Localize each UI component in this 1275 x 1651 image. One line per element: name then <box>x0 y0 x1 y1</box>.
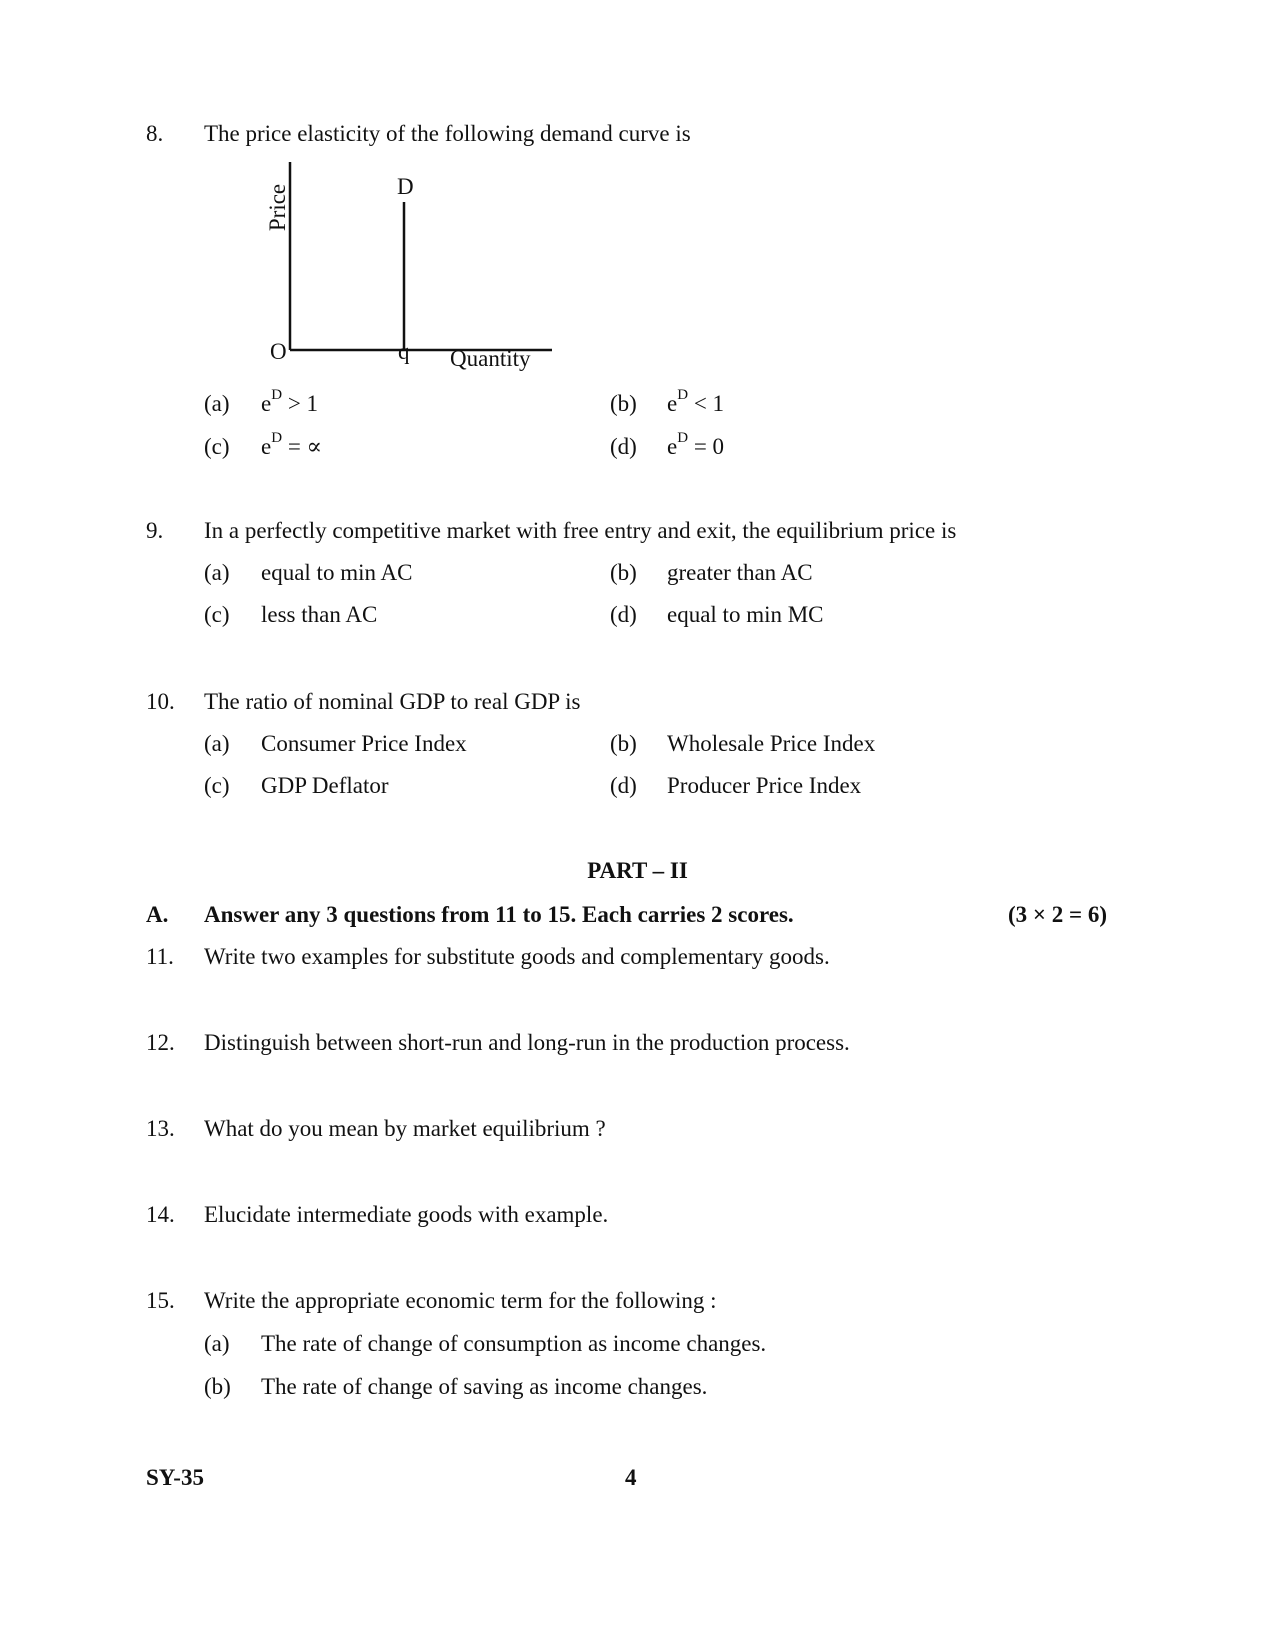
option-text: $e^D$ = ∝ <box>261 430 323 459</box>
q8-option-d[interactable] <box>610 430 725 459</box>
page-number: 4 <box>625 1465 637 1490</box>
option-label: (a) <box>204 731 230 756</box>
subpart-label: (a) <box>204 1331 230 1356</box>
q10-number: 10. <box>146 689 175 714</box>
quantity-axis-label: Quantity <box>450 346 531 371</box>
option-text: equal to min AC <box>261 560 413 585</box>
q11-text: Write two examples for substitute goods and complementary goods. <box>204 944 830 969</box>
q12-text: Distinguish between short-run and long-run in the production process. <box>204 1030 850 1055</box>
q9-option-b[interactable] <box>610 560 813 585</box>
option-label: (d) <box>610 434 637 459</box>
option-label: (c) <box>204 602 230 627</box>
q8-text: The price elasticity of the following demand curve is <box>204 121 691 146</box>
option-text: less than AC <box>261 602 378 627</box>
option-text: $e^D < 1$ <box>667 387 725 416</box>
q9-option-c[interactable] <box>204 602 378 627</box>
option-text: $e^D > 1$ <box>261 387 319 416</box>
section-instruction: Answer any 3 questions from 11 to 15. Each carries 2 scores. <box>204 902 794 927</box>
option-text: equal to min MC <box>667 602 824 627</box>
q15-text: Write the appropriate economic term for the following : <box>204 1288 717 1313</box>
option-label: (c) <box>204 434 230 459</box>
option-text: greater than AC <box>667 560 813 585</box>
q15-number: 15. <box>146 1288 175 1313</box>
subpart-label: (b) <box>204 1374 231 1399</box>
q10-option-c[interactable] <box>204 773 389 798</box>
q13-text: What do you mean by market equilibrium ? <box>204 1116 606 1141</box>
q11-number: 11. <box>146 944 174 969</box>
option-text: Consumer Price Index <box>261 731 467 756</box>
q15-subpart-a <box>204 1331 767 1356</box>
demand-label: D <box>397 174 414 199</box>
q10-option-b[interactable] <box>610 731 876 756</box>
option-label: (a) <box>204 391 230 416</box>
q9-option-a[interactable] <box>204 560 413 585</box>
q10-option-a[interactable] <box>204 731 467 756</box>
section-label: A. <box>146 902 169 927</box>
q9-text: In a perfectly competitive market with free entry and exit, the equilibrium price is <box>204 518 957 543</box>
option-text: GDP Deflator <box>261 773 389 798</box>
option-label: (b) <box>610 391 637 416</box>
q8-option-a[interactable] <box>204 387 319 416</box>
option-text: Wholesale Price Index <box>667 731 876 756</box>
option-label: (b) <box>610 731 637 756</box>
q10-text: The ratio of nominal GDP to real GDP is <box>204 689 581 714</box>
q9-option-d[interactable] <box>610 602 824 627</box>
option-label: (d) <box>610 602 637 627</box>
q13-number: 13. <box>146 1116 175 1141</box>
price-axis-label: Price <box>265 183 291 232</box>
option-label: (d) <box>610 773 637 798</box>
option-text: Producer Price Index <box>667 773 862 798</box>
option-label: (a) <box>204 560 230 585</box>
q8-option-c[interactable] <box>204 430 323 459</box>
subpart-text: The rate of change of consumption as income changes. <box>261 1331 767 1356</box>
q14-number: 14. <box>146 1202 175 1227</box>
q9-number: 9. <box>146 518 164 543</box>
q10-option-d[interactable] <box>610 773 862 798</box>
origin-label: O <box>270 339 287 364</box>
q14-text: Elucidate intermediate goods with example. <box>204 1202 609 1227</box>
q12-number: 12. <box>146 1030 175 1055</box>
q15-subpart-b <box>204 1374 708 1399</box>
subpart-text: The rate of change of saving as income changes. <box>261 1374 708 1399</box>
option-text: $e^D = 0$ <box>667 430 725 459</box>
option-label: (b) <box>610 560 637 585</box>
part-heading: PART – II <box>587 858 688 883</box>
demand-curve-graph <box>262 160 562 390</box>
q8-option-b[interactable] <box>610 387 725 416</box>
paper-code: SY-35 <box>146 1465 204 1490</box>
option-label: (c) <box>204 773 230 798</box>
q8-number: 8. <box>146 121 164 146</box>
section-marks: (3 × 2 = 6) <box>1008 902 1108 927</box>
quantity-point-label: q <box>398 339 410 364</box>
